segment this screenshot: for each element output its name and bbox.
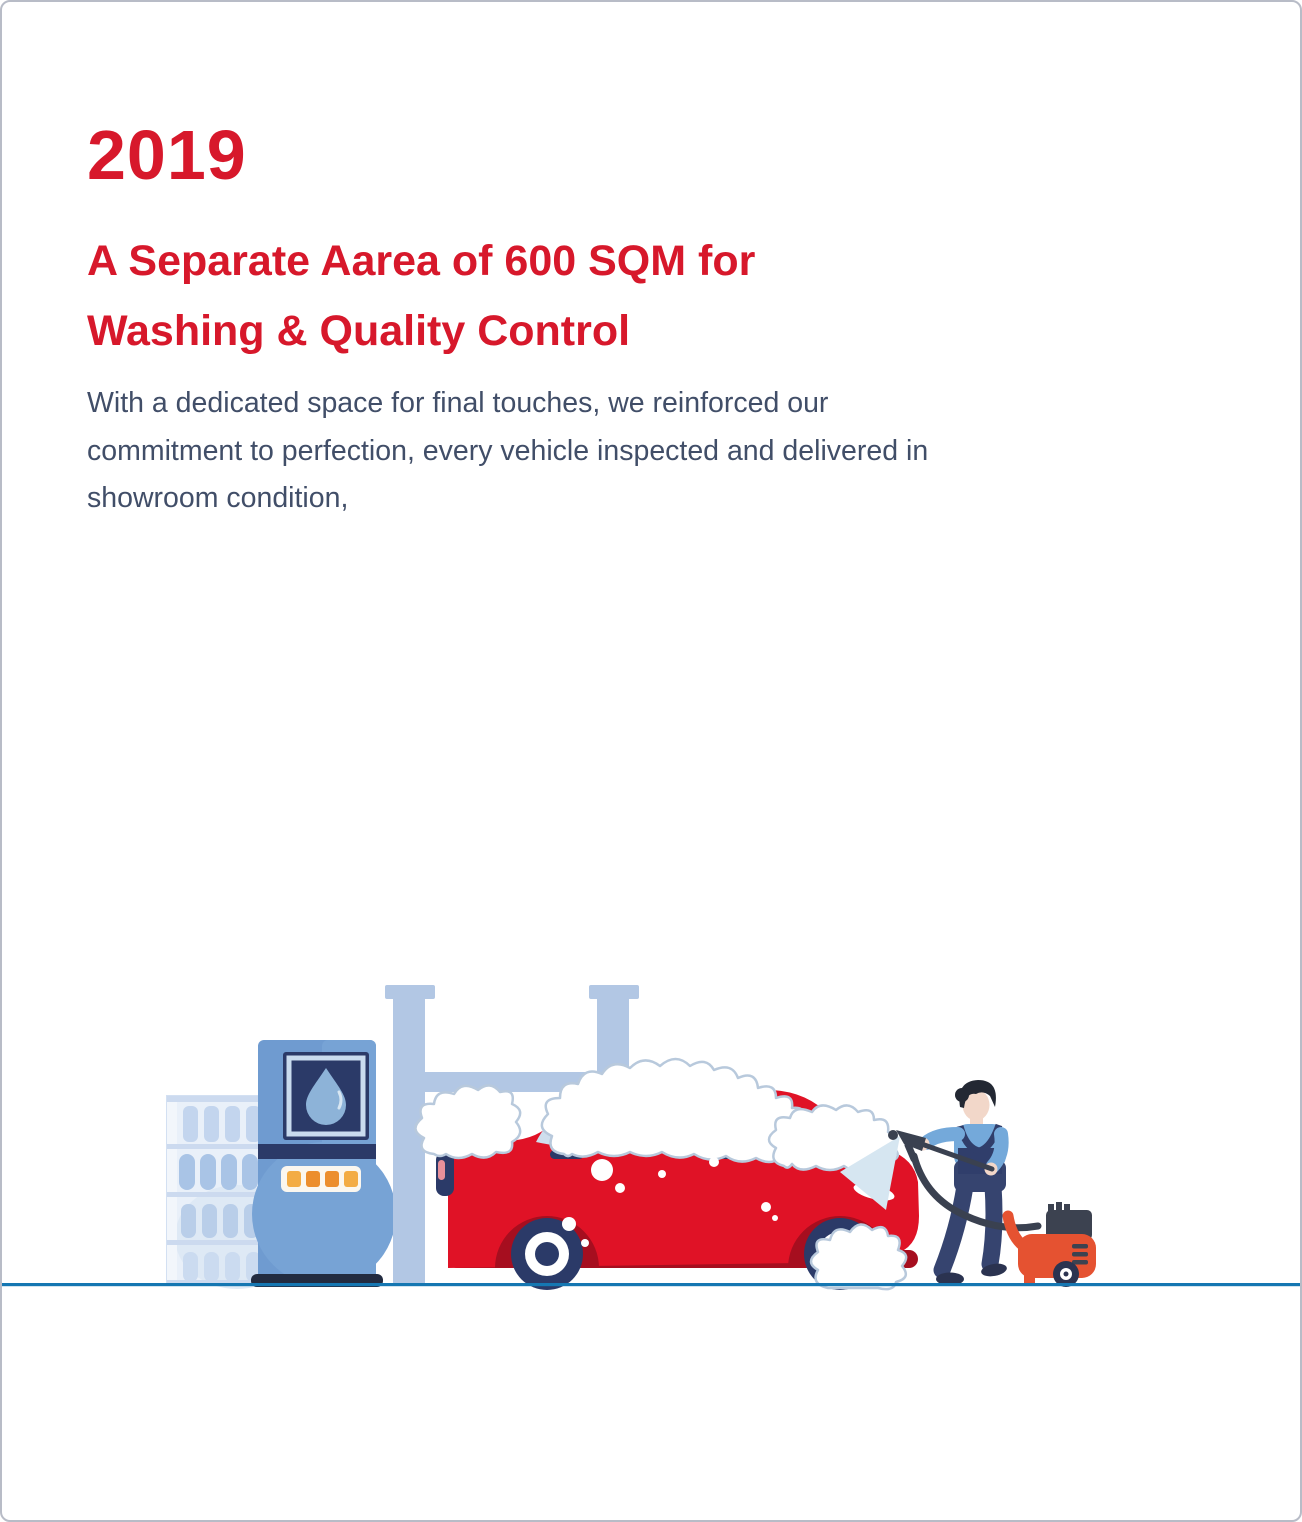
heading-line-1: A Separate Aarea of 600 SQM for [87,237,756,285]
car-wash-illustration [2,952,1302,1297]
section-heading [87,226,957,366]
pressure-washer [1008,1202,1096,1287]
worker [917,1080,1008,1286]
ground-line [2,1283,1302,1286]
timeline-entry [87,116,957,523]
year-label: 2019 [87,116,247,194]
washing-kiosk [251,1040,396,1287]
heading-line-2: Washing & Quality Control [87,307,631,355]
section-description: With a dedicated space for final touches, we reinforced our commitment to perfection, every vehicle inspected and delivered in showroom condition, [87,387,929,514]
